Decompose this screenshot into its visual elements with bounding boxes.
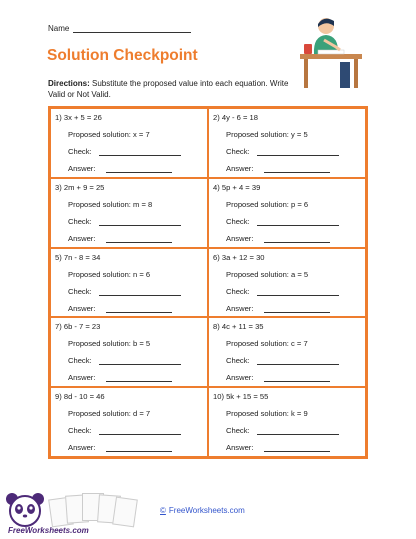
check-label: Check:: [226, 356, 250, 366]
problem-card: [50, 387, 208, 457]
logo-text: FreeWorksheets.com: [8, 526, 89, 535]
answer-row: [226, 304, 253, 313]
answer-row: [68, 234, 95, 243]
check-row: [226, 356, 250, 365]
answer-label: Answer:: [226, 164, 254, 173]
proposed-solution: Proposed solution: d = 7: [68, 409, 151, 419]
name-label: Name: [48, 24, 70, 33]
answer-row: [226, 373, 253, 382]
problem-card: [50, 317, 208, 387]
check-label: Check:: [226, 147, 250, 156]
answer-line[interactable]: [264, 451, 330, 452]
worksheet-thumbnails: [50, 490, 146, 526]
check-label: Check:: [226, 426, 250, 436]
problem-card: [208, 108, 366, 178]
answer-label: Answer:: [226, 443, 254, 453]
answer-row: [68, 304, 95, 313]
answer-line[interactable]: [106, 451, 172, 452]
proposed-solution: Proposed solution: a = 5: [226, 269, 309, 279]
problem-card: [50, 178, 208, 248]
check-label: Check:: [68, 356, 92, 366]
page-title: Solution Checkpoint: [47, 47, 198, 64]
check-row: [68, 356, 92, 365]
footer-site[interactable]: FreeWorksheets.com: [168, 506, 245, 515]
name-line[interactable]: [73, 23, 191, 33]
equation: 3) 2m + 9 = 25: [55, 182, 105, 192]
problem-card: [208, 178, 366, 248]
answer-label: Answer:: [68, 164, 96, 173]
check-row: [68, 147, 92, 156]
problem-card: [208, 387, 366, 457]
check-label: Check:: [68, 426, 92, 436]
answer-row: [68, 164, 95, 173]
answer-line[interactable]: [106, 312, 172, 313]
problem-card: [208, 317, 366, 387]
check-row: [68, 426, 92, 435]
answer-line[interactable]: [106, 381, 172, 382]
proposed-solution: Proposed solution: y = 5: [226, 130, 308, 139]
problems-grid: [48, 106, 368, 459]
answer-label: Answer:: [68, 303, 96, 313]
proposed-solution: Proposed solution: x = 7: [68, 130, 150, 139]
check-row: [68, 217, 92, 226]
check-line[interactable]: [257, 434, 339, 435]
check-label: Check:: [226, 216, 250, 226]
proposed-solution: Proposed solution: m = 8: [68, 199, 153, 209]
equation: 2) 4y - 6 = 18: [213, 113, 258, 122]
copyright-icon: ©: [160, 506, 166, 515]
check-line[interactable]: [99, 364, 181, 365]
equation: 10) 5k + 15 = 55: [213, 392, 269, 402]
answer-row: [226, 164, 253, 173]
directions-label: Directions:: [48, 79, 90, 88]
proposed-solution: Proposed solution: c = 7: [226, 339, 308, 349]
check-label: Check:: [68, 147, 92, 156]
check-row: [226, 147, 250, 156]
check-label: Check:: [226, 286, 250, 296]
answer-label: Answer:: [226, 233, 254, 243]
answer-label: Answer:: [68, 443, 96, 453]
answer-row: [226, 443, 253, 452]
answer-line[interactable]: [264, 381, 330, 382]
proposed-solution: Proposed solution: k = 9: [226, 409, 308, 419]
answer-label: Answer:: [226, 373, 254, 383]
answer-label: Answer:: [68, 233, 96, 243]
proposed-solution: Proposed solution: n = 6: [68, 269, 151, 279]
answer-line[interactable]: [106, 242, 172, 243]
answer-line[interactable]: [264, 242, 330, 243]
check-row: [226, 287, 250, 296]
check-line[interactable]: [257, 155, 339, 156]
check-row: [226, 426, 250, 435]
directions-text: Substitute the proposed value into each equation. Write Valid or Not Valid.: [48, 79, 289, 99]
check-line[interactable]: [99, 225, 181, 226]
check-row: [226, 217, 250, 226]
equation: 9) 8d - 10 = 46: [55, 392, 105, 402]
worksheet-thumbnail: [112, 497, 138, 528]
equation: 4) 5p + 4 = 39: [213, 182, 261, 192]
check-line[interactable]: [99, 295, 181, 296]
answer-line[interactable]: [264, 312, 330, 313]
check-row: [68, 287, 92, 296]
check-label: Check:: [68, 286, 92, 296]
answer-label: Answer:: [68, 373, 96, 383]
equation: 7) 6b - 7 = 23: [55, 322, 101, 332]
answer-row: [68, 443, 95, 452]
equation: 6) 3a + 12 = 30: [213, 252, 265, 262]
equation: 1) 3x + 5 = 26: [55, 113, 102, 122]
problem-card: [50, 108, 208, 178]
answer-label: Answer:: [226, 303, 254, 313]
directions: [48, 78, 298, 100]
answer-line[interactable]: [264, 172, 330, 173]
equation: 5) 7n - 8 = 34: [55, 252, 101, 262]
proposed-solution: Proposed solution: p = 6: [226, 199, 309, 209]
answer-line[interactable]: [106, 172, 172, 173]
problem-card: [50, 248, 208, 318]
proposed-solution: Proposed solution: b = 5: [68, 339, 151, 349]
check-line[interactable]: [99, 434, 181, 435]
check-label: Check:: [68, 216, 92, 226]
name-field: [48, 23, 191, 33]
check-line[interactable]: [257, 364, 339, 365]
answer-row: [226, 234, 253, 243]
student-at-desk-illustration: [296, 14, 366, 88]
check-line[interactable]: [257, 225, 339, 226]
problem-card: [208, 248, 366, 318]
check-line[interactable]: [99, 155, 181, 156]
answer-row: [68, 373, 95, 382]
equation: 8) 4c + 11 = 35: [213, 322, 264, 332]
check-line[interactable]: [257, 295, 339, 296]
footer-link[interactable]: [160, 506, 245, 515]
